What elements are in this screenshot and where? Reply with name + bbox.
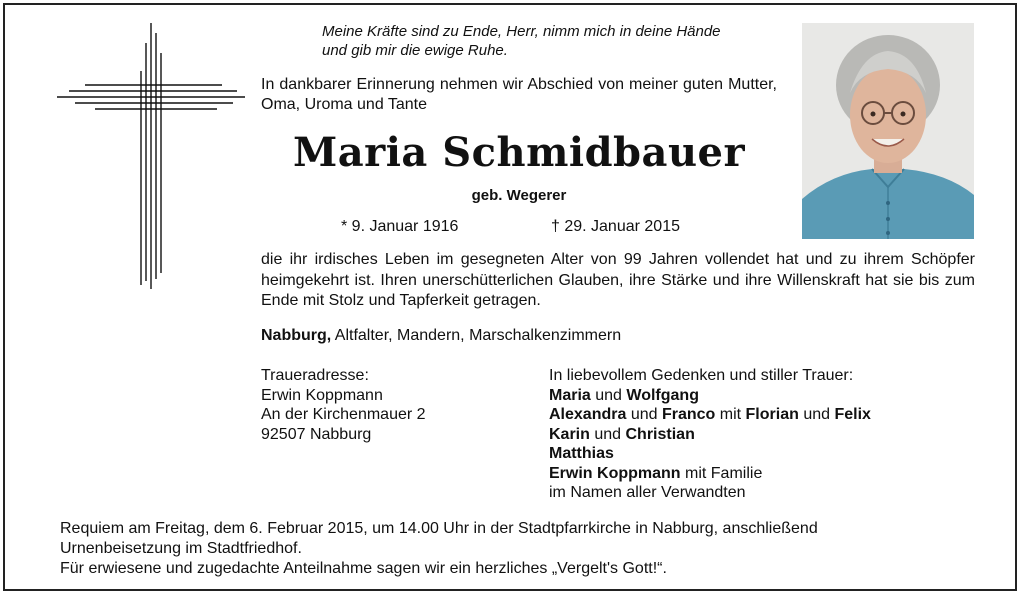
mourning-address xyxy=(261,366,426,444)
mourner-name: Florian xyxy=(745,406,799,423)
mourner-line xyxy=(549,425,871,445)
verse xyxy=(322,22,792,60)
address-city: 92507 Nabburg xyxy=(261,425,372,443)
mourners-closing: im Namen aller Verwandten xyxy=(549,484,746,501)
mourner-name: Christian xyxy=(625,425,695,443)
intro-text: In dankbarer Erinnerung nehmen wir Abschied von meiner guten Mutter, Oma, Uroma und Tante xyxy=(261,76,777,113)
verse-line: Meine Kräfte sind zu Ende, Herr, nimm mich in deine Hände xyxy=(322,23,721,40)
mourner-name: Matthias xyxy=(549,445,614,462)
birth-date: * 9. Januar 1916 xyxy=(341,218,459,235)
places-rest: Altfalter, Mandern, Marschalkenzimmern xyxy=(331,327,622,344)
deceased-name: Maria Schmidbauer xyxy=(292,129,746,176)
thanks-line: Für erwiesene und zugedachte Anteilnahme sagen wir ein herzliches „Vergelt's Gott!“. xyxy=(60,560,667,577)
verse-line: und gib mir die ewige Ruhe. xyxy=(322,42,508,59)
mourner-name: Franco xyxy=(661,406,716,423)
cross-icon xyxy=(57,23,247,289)
mourner-conjunction: mit Familie xyxy=(680,464,763,482)
mourner-conjunction: und xyxy=(589,425,626,443)
mourner-name: Alexandra xyxy=(549,406,627,423)
mourner-conjunction: mit xyxy=(715,406,746,423)
mourner-line xyxy=(549,464,871,484)
mourner-name: Karin xyxy=(549,425,590,443)
places-main: Nabburg, xyxy=(261,327,332,344)
maiden-name: geb. Wegerer xyxy=(471,187,567,204)
mourner-conjunction: und xyxy=(590,386,627,404)
mourner-name: Wolfgang xyxy=(626,386,699,404)
mourner-line xyxy=(549,386,871,406)
service-line: Requiem am Freitag, dem 6. Februar 2015, um 14.00 Uhr in der Stadtpfarrkirche in Nabburg, anschließend xyxy=(60,520,818,537)
mourner-conjunction: und xyxy=(626,406,662,423)
mourners-list xyxy=(549,366,871,503)
obituary-notice xyxy=(3,3,1017,591)
mourner-line xyxy=(549,444,871,464)
mourner-name: Erwin Koppmann xyxy=(549,464,681,482)
portrait-photo xyxy=(802,23,974,239)
places xyxy=(261,327,621,345)
death-date: † 29. Januar 2015 xyxy=(551,218,680,235)
service-line: Urnenbeisetzung im Stadtfriedhof. xyxy=(60,540,302,557)
mourner-conjunction: und xyxy=(798,406,835,423)
mourner-name: Maria xyxy=(549,386,591,404)
mourner-line xyxy=(549,405,871,425)
life-text: die ihr irdisches Leben im gesegneten Alter von 99 Jahren vollendet hat und zu ihrem Schöpfer heimgekehrt ist. Ihren unerschütterlichen Glauben, ihre Stärke und ihre Willenskraft hat sie bis zum Ende mit Stolz und Tapferkeit getragen. xyxy=(261,251,975,309)
address-street: An der Kirchenmauer 2 xyxy=(261,406,426,423)
address-label: Traueradresse: xyxy=(261,367,369,384)
mourner-name: Felix xyxy=(834,406,871,423)
mourners-intro: In liebevollem Gedenken und stiller Trauer: xyxy=(549,367,854,384)
address-name: Erwin Koppmann xyxy=(261,386,383,404)
service-info xyxy=(60,519,978,579)
